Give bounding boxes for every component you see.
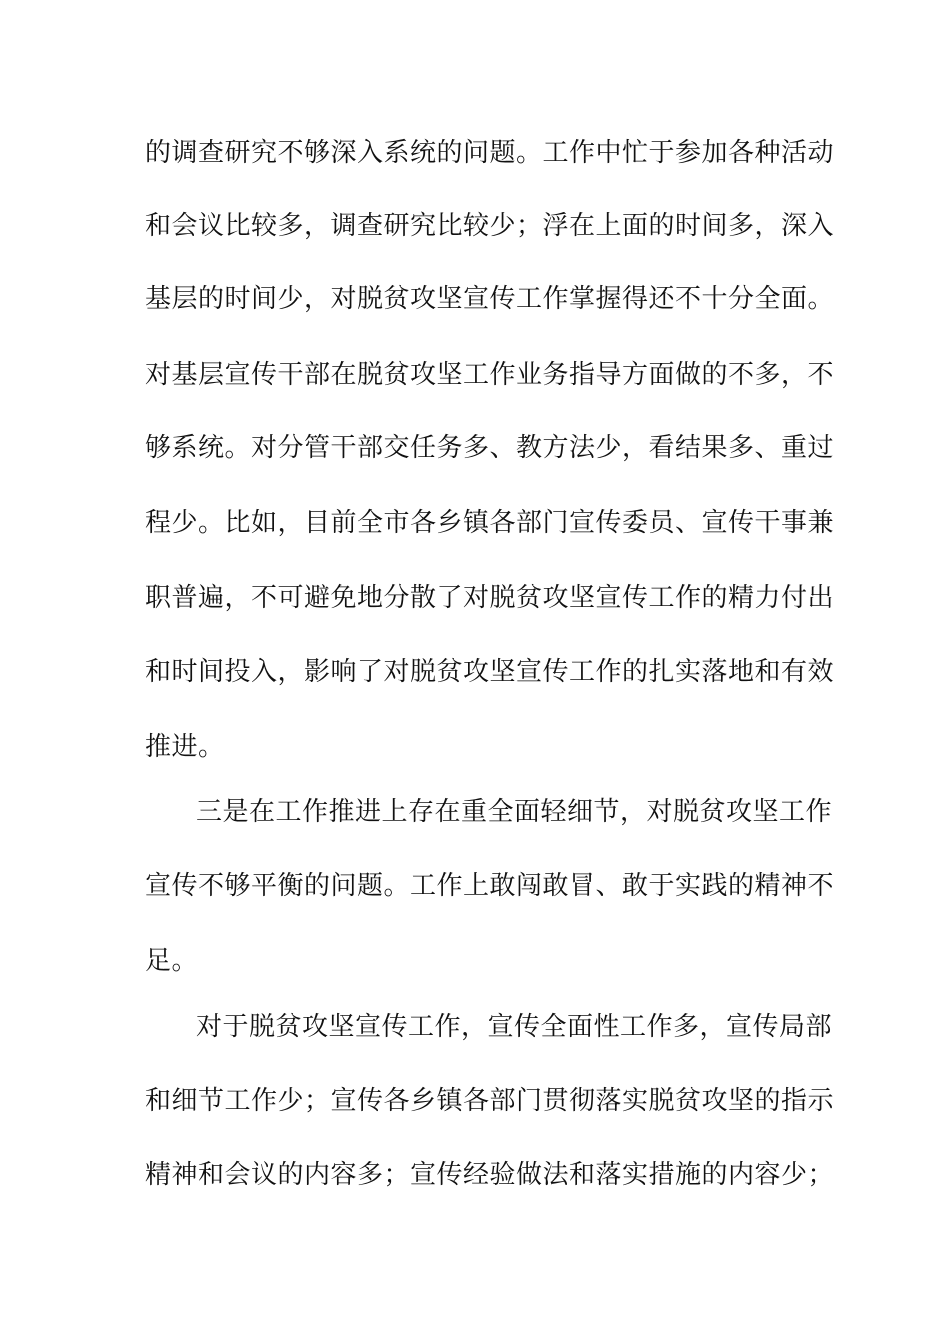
text-line: 基层的时间少，对脱贫攻坚宣传工作掌握得还不十分全面。 (145, 284, 835, 314)
text-line: 职普遍，不可避免地分散了对脱贫攻坚宣传工作的精力付出 (145, 583, 835, 613)
text-line: 和时间投入，影响了对脱贫攻坚宣传工作的扎实落地和有效 (145, 657, 835, 687)
text-line: 宣传不够平衡的问题。工作上敢闯敢冒、敢于实践的精神不 (145, 871, 835, 901)
text-line: 和会议比较多，调查研究比较少；浮在上面的时间多，深入 (145, 211, 835, 241)
text-line: 推进。 (145, 732, 225, 762)
text-line: 程少。比如，目前全市各乡镇各部门宣传委员、宣传干事兼 (145, 508, 835, 538)
text-line: 对基层宣传干部在脱贫攻坚工作业务指导方面做的不多，不 (145, 360, 835, 390)
text-line: 的调查研究不够深入系统的问题。工作中忙于参加各种活动 (145, 138, 835, 168)
text-line: 和细节工作少；宣传各乡镇各部门贯彻落实脱贫攻坚的指示 (145, 1086, 835, 1116)
text-line: 够系统。对分管干部交任务多、教方法少，看结果多、重过 (145, 433, 835, 463)
paragraph-first-line: 对于脱贫攻坚宣传工作，宣传全面性工作多，宣传局部 (196, 1012, 833, 1042)
paragraph-first-line: 三是在工作推进上存在重全面轻细节，对脱贫攻坚工作 (196, 797, 833, 827)
text-line: 精神和会议的内容多；宣传经验做法和落实措施的内容少； (145, 1160, 835, 1190)
text-line: 足。 (145, 946, 199, 976)
